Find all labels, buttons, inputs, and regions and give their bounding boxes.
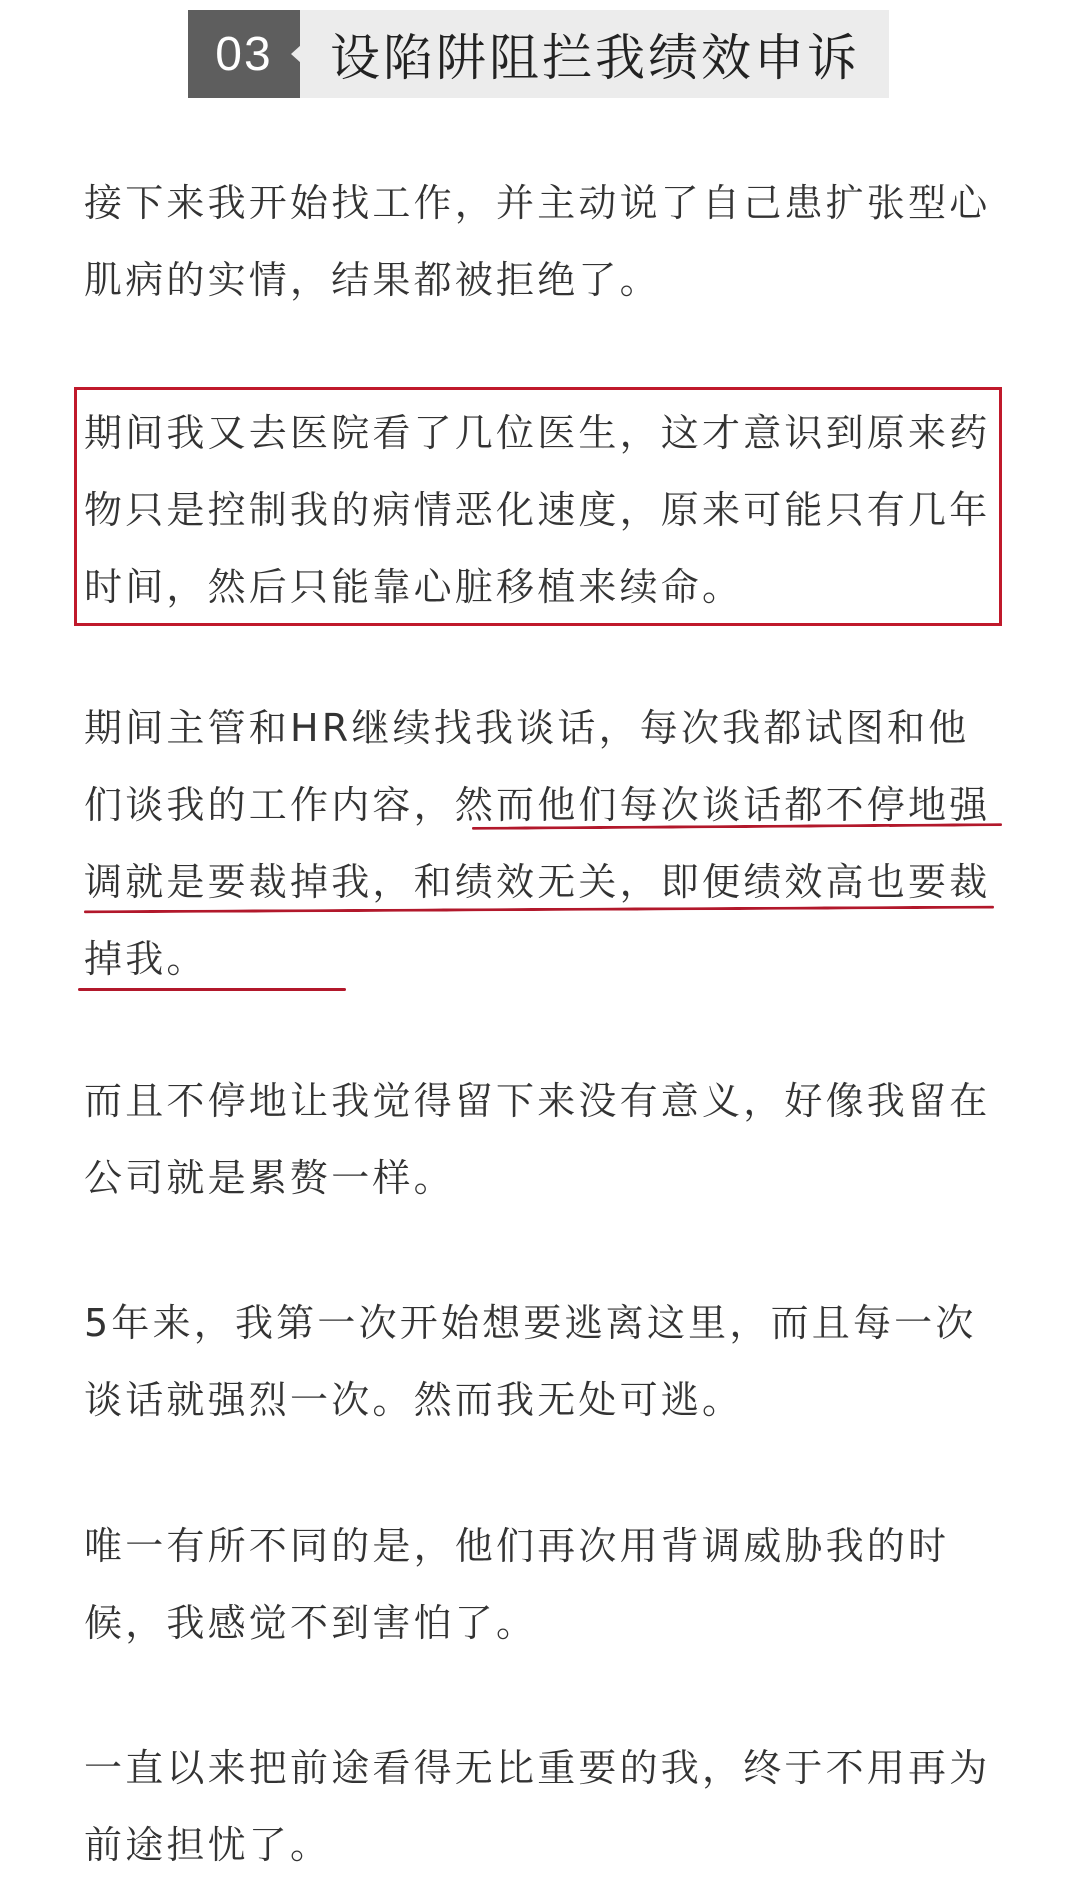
paragraph-no-fear: 唯一有所不同的是，他们再次用背调威胁我的时候，我感觉不到害怕了。 [84, 1524, 950, 1645]
paragraph-job-search: 接下来我开始找工作，并主动说了自己患扩张型心肌病的实情，结果都被拒绝了。 [84, 181, 991, 302]
paragraph-meaningless: 而且不停地让我觉得留下来没有意义，好像我留在公司就是累赘一样。 [84, 1079, 991, 1200]
section-number: 03 [188, 10, 300, 98]
section-title: 设陷阱阻拦我绩效申诉 [300, 10, 889, 98]
section-header [188, 10, 889, 98]
paragraph-future: 一直以来把前途看得无比重要的我，终于不用再为前途担忧了。 [84, 1746, 991, 1867]
paragraph-hr-talks: 期间主管和HR继续找我谈话，每次我都试图和他们谈我的工作内容，然而他们每次谈话都不停地强调就是要裁掉我，和绩效无关，即便绩效高也要裁掉我。 [84, 706, 991, 981]
paragraph-escape: 5年来，我第一次开始想要逃离这里，而且每一次谈话就强烈一次。然而我无处可逃。 [84, 1301, 977, 1422]
underline-annotation [78, 988, 346, 991]
paragraph-hospital-visit: 期间我又去医院看了几位医生，这才意识到原来药物只是控制我的病情恶化速度，原来可能只有几年时间，然后只能靠心脏移植来续命。 [84, 411, 991, 609]
